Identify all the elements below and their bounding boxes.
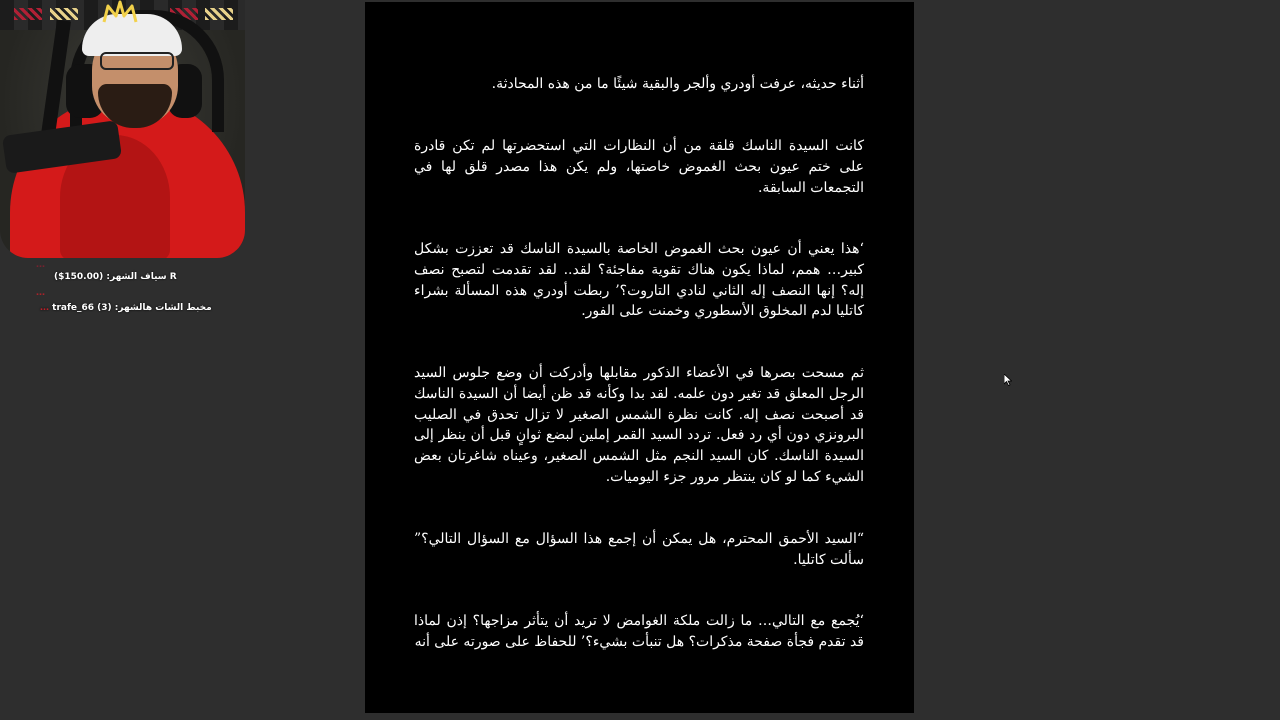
top-chatter-line xyxy=(40,303,212,313)
document-page[interactable] xyxy=(365,2,914,713)
glasses xyxy=(100,52,174,70)
paragraph: أثناء حديثه، عرفت أودري وألجر والبقية شيئًا ما من هذه المحادثة. xyxy=(491,76,864,92)
streamer-webcam xyxy=(0,0,245,258)
paragraph: “السيد الأحمق المحترم، هل يمكن أن إجمع هذا السؤال مع السؤال التالي؟” سألت كاتليا. xyxy=(414,531,864,568)
chat-overlay xyxy=(0,258,250,318)
decoration-pattern xyxy=(14,8,42,20)
chat-line-prefix: … xyxy=(40,303,49,313)
paragraph: ‘يُجمع مع التالي… ما زالت ملكة الغوامض لا تريد أن يتأثر مزاجها؟ إذن لماذا قد تقدم فجأة صفحة مذكرات؟ هل تنبأت بشيء؟’ للحفاظ على صورته على أنه xyxy=(414,613,864,650)
paragraph: كانت السيدة الناسك قلقة من أن النظارات التي استحضرتها لم تكن قادرة على ختم عيون بحث الغموض خاصتها، ولم يكن هذا مصدر قلق لها في التجمعات السابقة. xyxy=(414,138,864,196)
mouse-cursor-icon xyxy=(1004,374,1012,386)
decoration-pattern xyxy=(205,8,233,20)
top-donator-line: سياف الشهر: (150.00$) R xyxy=(54,272,177,282)
paragraph: ثم مسحت بصرها في الأعضاء الذكور مقابلها وأدركت أن وضع جلوس السيد الرجل المعلق قد تغير دون علمه. لقد بدا وكأنه قد ظن أيضا أن السيدة الناسك قد أصبحت نصف إله. كانت نظرة الشمس الصغير لا تزال تحدق في الصليب البرونزي دون أي رد فعل. تردد السيد القمر إملين لبضع ثوانٍ قبل أن ينظر إلى السيدة الناسك. كان السيد النجم مثل الشمس الصغير، وعيناه شاغرتان بعض الشيء كما لو كان ينتظر مرور جزء اليوميات. xyxy=(414,365,864,485)
chat-line: … xyxy=(36,260,45,270)
decoration-pattern xyxy=(50,8,78,20)
paragraph: ‘هذا يعني أن عيون بحث الغموض الخاصة بالسيدة الناسك قد تعززت بشكل كبير… همم، لماذا يكون هناك تقوية مفاجئة؟ لقد.. لقد تقدمت لتصبح نصف إله؟ إنها النصف إله الثاني لنادي التاروت؟’ ربطت أودري هذه المسألة بشراء كاتليا لدم المخلوق الأسطوري وخمنت على الفور. xyxy=(414,241,864,320)
crown-icon xyxy=(100,0,140,24)
chat-line-text: trafe_66 (3) :مخبط الشات هالشهر xyxy=(52,303,212,313)
chat-line: … xyxy=(36,288,45,298)
